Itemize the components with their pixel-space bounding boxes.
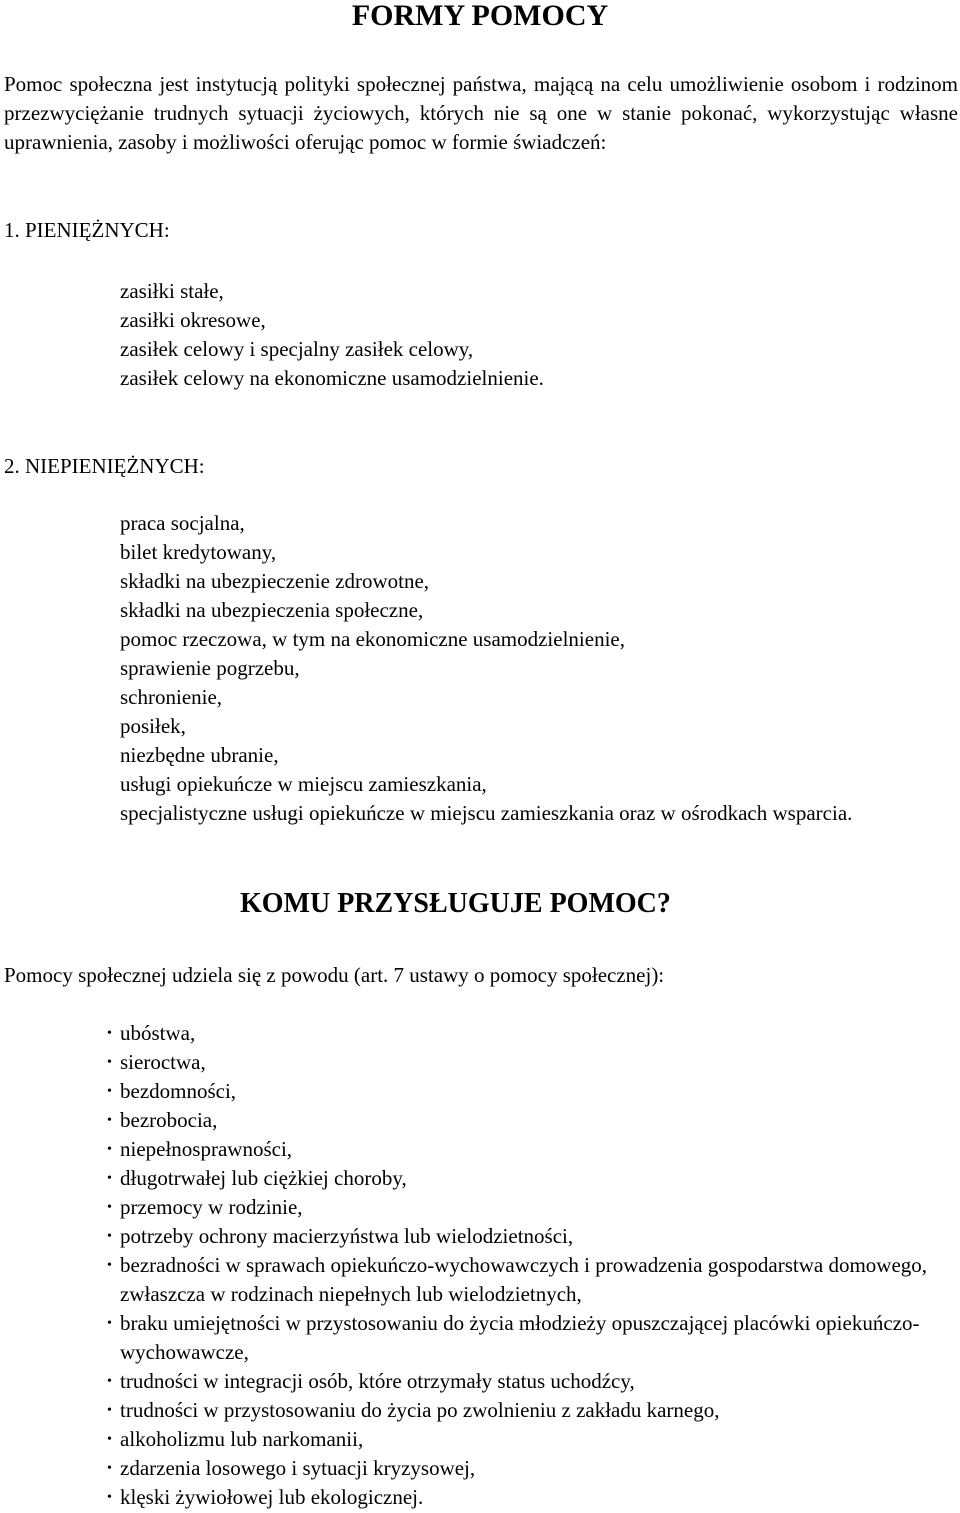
bullet-icon: •	[107, 1258, 112, 1273]
list-item: składki na ubezpieczenia społeczne,	[120, 598, 424, 622]
bullet-icon: •	[107, 1171, 112, 1186]
list-item: zasiłki okresowe,	[120, 308, 266, 332]
list-item: • bezrobocia,	[104, 1106, 950, 1135]
bullet-icon: •	[107, 1200, 112, 1215]
list-item: • klęski żywiołowej lub ekologicznej.	[104, 1483, 950, 1512]
list-item: • bezradności w sprawach opiekuńczo-wychowawczych i prowadzenia gospodarstwa domowego, zwłaszcza w rodzinach niepełnych lub wielodzietnych,	[107, 1253, 928, 1306]
list-powody	[104, 1019, 950, 1512]
list-item: zasiłki stałe,	[120, 279, 224, 303]
list-item: • bezdomności,	[104, 1077, 950, 1106]
list-item: • przemocy w rodzinie,	[104, 1193, 950, 1222]
bullet-icon: •	[107, 1316, 112, 1331]
list-item: zasiłek celowy na ekonomiczne usamodzielnienie.	[120, 366, 544, 390]
list-niepieniezne	[120, 509, 940, 828]
list-item: specjalistyczne usługi opiekuńcze w miejscu zamieszkania oraz w ośrodkach wsparcia.	[120, 801, 853, 825]
bullet-icon: •	[107, 1461, 112, 1476]
list-item: bilet kredytowany,	[120, 540, 277, 564]
bullet-icon: •	[107, 1026, 112, 1041]
list-item: niezbędne ubranie,	[120, 743, 279, 767]
bullet-icon: •	[107, 1142, 112, 1157]
intro-paragraph: Pomoc społeczna jest instytucją polityki społecznej państwa, mającą na celu umożliwienie osobom i rodzinom przezwyciężanie trudnych sytuacji życiowych, których nie są one w stanie pokonać, wykorzystując własne uprawnienia, zasoby i możliwości oferując pomoc w formie świadczeń:	[4, 72, 958, 154]
list-item: praca socjalna,	[120, 511, 245, 535]
bullet-icon: •	[107, 1490, 112, 1505]
bullet-icon: •	[107, 1113, 112, 1128]
list-item: • alkoholizmu lub narkomanii,	[104, 1425, 950, 1454]
list-item: sprawienie pogrzebu,	[120, 656, 300, 680]
list-item: • ubóstwa,	[104, 1019, 950, 1048]
list-item: posiłek,	[120, 714, 186, 738]
list-item: składki na ubezpieczenie zdrowotne,	[120, 569, 430, 593]
section-heading-pieniezne: 1. PIENIĘŻNYCH:	[4, 218, 170, 242]
bullet-icon: •	[107, 1055, 112, 1070]
list-item: schronienie,	[120, 685, 223, 709]
list-item: pomoc rzeczowa, w tym na ekonomiczne usamodzielnienie,	[120, 627, 625, 651]
bullet-icon: •	[107, 1084, 112, 1099]
list-item: • trudności w przystosowaniu do życia po zwolnieniu z zakładu karnego,	[104, 1396, 950, 1425]
list-item: zasiłek celowy i specjalny zasiłek celowy,	[120, 337, 474, 361]
bullet-icon: •	[107, 1229, 112, 1244]
bullet-icon: •	[107, 1432, 112, 1447]
list-item: • braku umiejętności w przystosowaniu do życia młodzieży opuszczającej placówki opiekuńczo-wychowawcze,	[107, 1311, 920, 1364]
section-heading-niepieniezne: 2. NIEPIENIĘŻNYCH:	[4, 454, 205, 478]
list-item: • zdarzenia losowego i sytuacji kryzysowej,	[104, 1454, 950, 1483]
list-item: • trudności w integracji osób, które otrzymały status uchodźcy,	[104, 1367, 950, 1396]
list-item: • sieroctwa,	[104, 1048, 950, 1077]
list-item: • niepełnosprawności,	[104, 1135, 950, 1164]
list-item: • długotrwałej lub ciężkiej choroby,	[104, 1164, 950, 1193]
bullet-icon: •	[107, 1374, 112, 1389]
bullet-icon: •	[107, 1403, 112, 1418]
page-title: FORMY POMOCY	[351, 0, 609, 32]
komu-intro-paragraph: Pomocy społecznej udziela się z powodu (art. 7 ustawy o pomocy społecznej):	[4, 963, 665, 987]
list-pieniezne	[120, 277, 544, 393]
list-item: usługi opiekuńcze w miejscu zamieszkania,	[120, 772, 487, 796]
section-heading-komu: KOMU PRZYSŁUGUJE POMOC?	[240, 888, 671, 919]
list-item: • potrzeby ochrony macierzyństwa lub wielodzietności,	[104, 1222, 950, 1251]
